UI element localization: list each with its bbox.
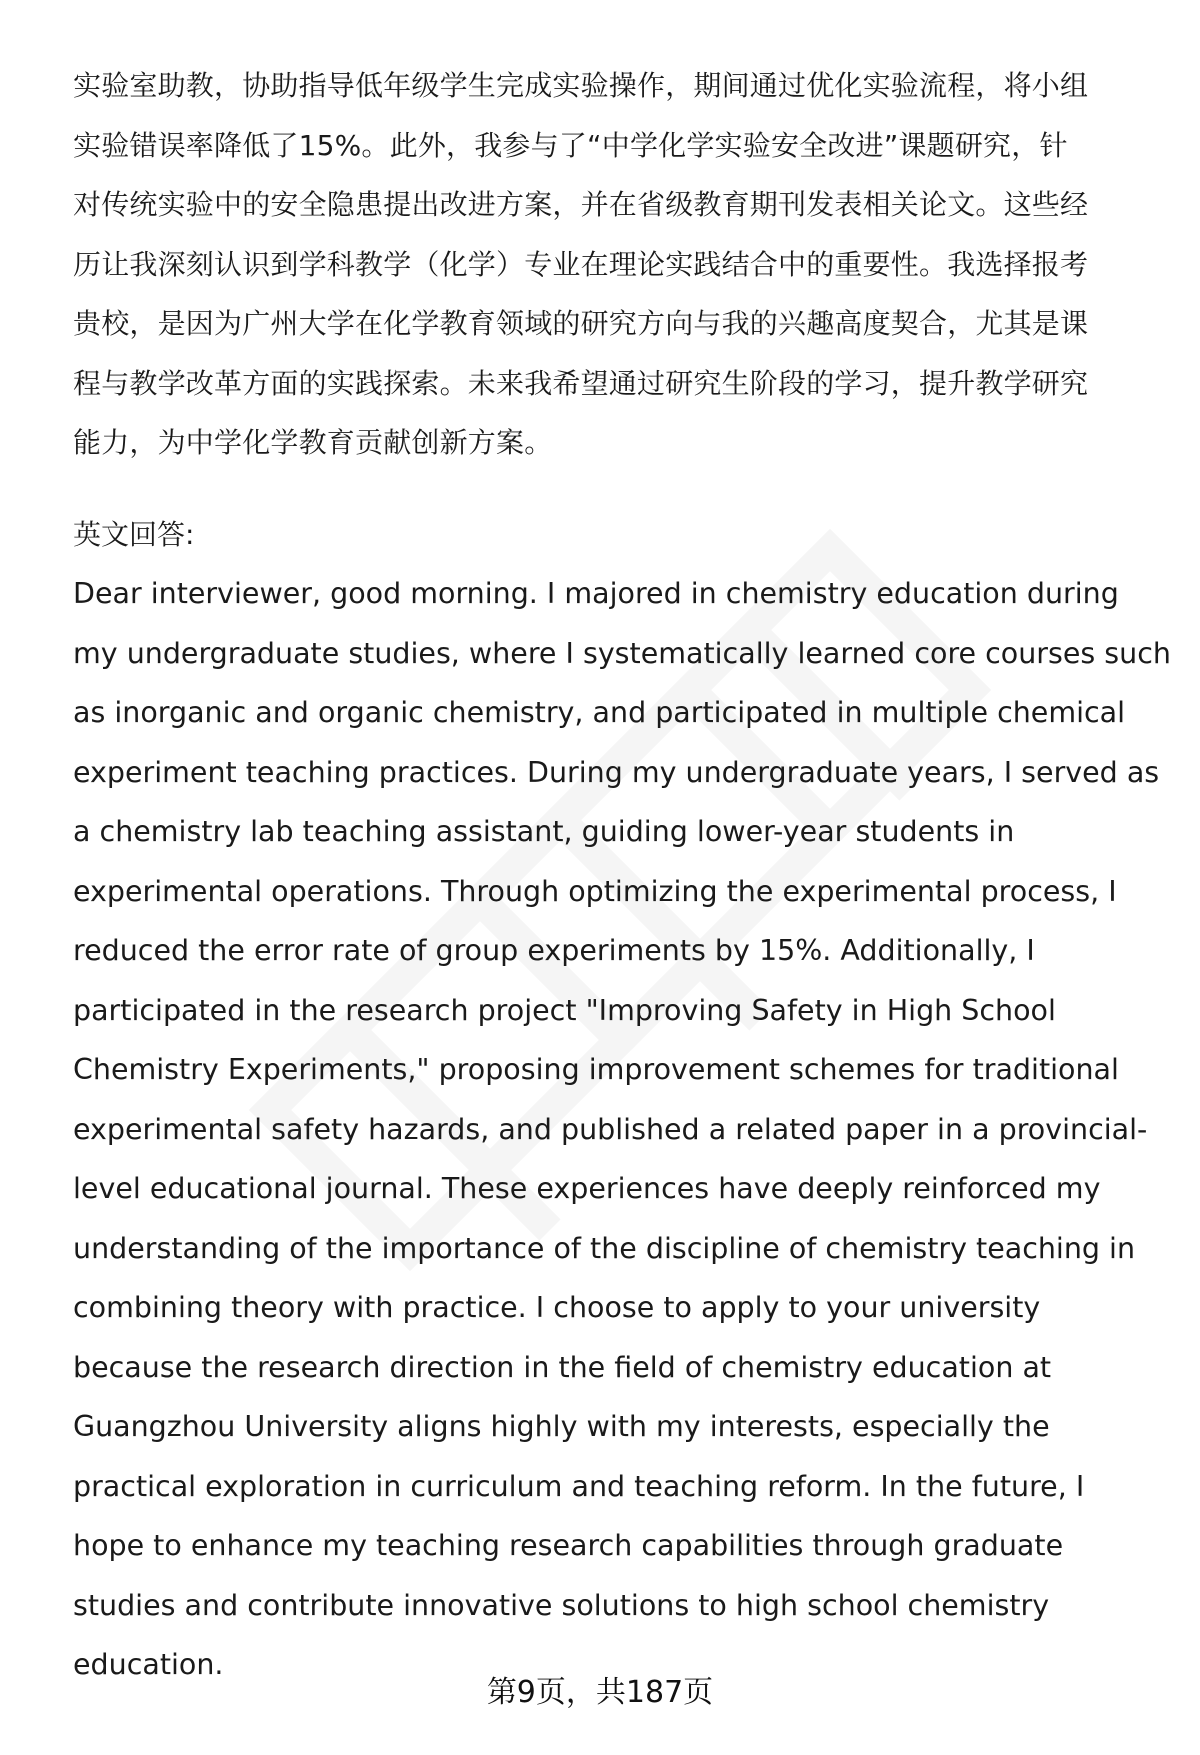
english-answer-line: studies and contribute innovative solutions to high school chemistry (73, 1588, 1050, 1622)
english-answer-line: experimental operations. Through optimizing the experimental process, I (73, 874, 1117, 908)
english-answer-line: reduced the error rate of group experiments by 15%. Additionally, I (73, 934, 1035, 967)
chinese-answer-line: 实验错误率降低了15%。此外，我参与了“中学化学实验安全改进”课题研究，针 (73, 128, 1068, 162)
english-answer-line: experimental safety hazards, and published a related paper in a provincial- (73, 1112, 1148, 1146)
english-answer-line: experiment teaching practices. During my undergraduate years, I served as (73, 755, 1160, 789)
page-number: 第9页，共187页 (486, 1675, 714, 1710)
english-answer-heading: 英文回答: (73, 517, 195, 551)
chinese-answer-line: 实验室助教，协助指导低年级学生完成实验操作，期间通过优化实验流程，将小组 (73, 69, 1089, 102)
english-answer-line: level educational journal. These experiences have deeply reinforced my (73, 1172, 1101, 1205)
english-answer-line: combining theory with practice. I choose to apply to your university (73, 1291, 1041, 1324)
english-answer-line: education. (73, 1648, 224, 1681)
chinese-answer-line: 能力，为中学化学教育贡献创新方案。 (73, 426, 553, 459)
chinese-answer-line: 对传统实验中的安全隐患提出改进方案，并在省级教育期刊发表相关论文。这些经 (73, 188, 1089, 221)
chinese-answer-paragraph (73, 56, 1153, 473)
english-answer-line: a chemistry lab teaching assistant, guiding lower-year students in (73, 815, 1015, 848)
english-answer-line: practical exploration in curriculum and teaching reform. In the future, I (73, 1469, 1085, 1503)
english-answer-line: Guangzhou University aligns highly with my interests, especially the (73, 1410, 1050, 1443)
english-answer-line: Chemistry Experiments," proposing improvement schemes for traditional (73, 1053, 1119, 1086)
chinese-answer-line: 历让我深刻认识到学科教学（化学）专业在理论实践结合中的重要性。我选择报考 (73, 247, 1089, 281)
english-answer-line: my undergraduate studies, where I systematically learned core courses such (73, 636, 1171, 670)
english-answer-line: as inorganic and organic chemistry, and participated in multiple chemical (73, 696, 1126, 729)
english-answer-paragraph (73, 564, 1171, 1695)
chinese-answer-line: 程与教学改革方面的实践探索。未来我希望通过研究生阶段的学习，提升教学研究 (73, 366, 1089, 400)
chinese-answer-line: 贵校，是因为广州大学在化学教育领域的研究方向与我的兴趣高度契合，尤其是课 (73, 307, 1089, 340)
english-answer-line: participated in the research project "Improving Safety in High School (73, 993, 1056, 1027)
english-answer-line: because the research direction in the field of chemistry education at (73, 1350, 1052, 1384)
english-answer-line: Dear interviewer, good morning. I majored in chemistry education during (73, 577, 1119, 610)
english-answer-line: understanding of the importance of the discipline of chemistry teaching in (73, 1231, 1136, 1265)
english-answer-line: hope to enhance my teaching research capabilities through graduate (73, 1529, 1064, 1562)
main-content (73, 56, 1171, 1695)
